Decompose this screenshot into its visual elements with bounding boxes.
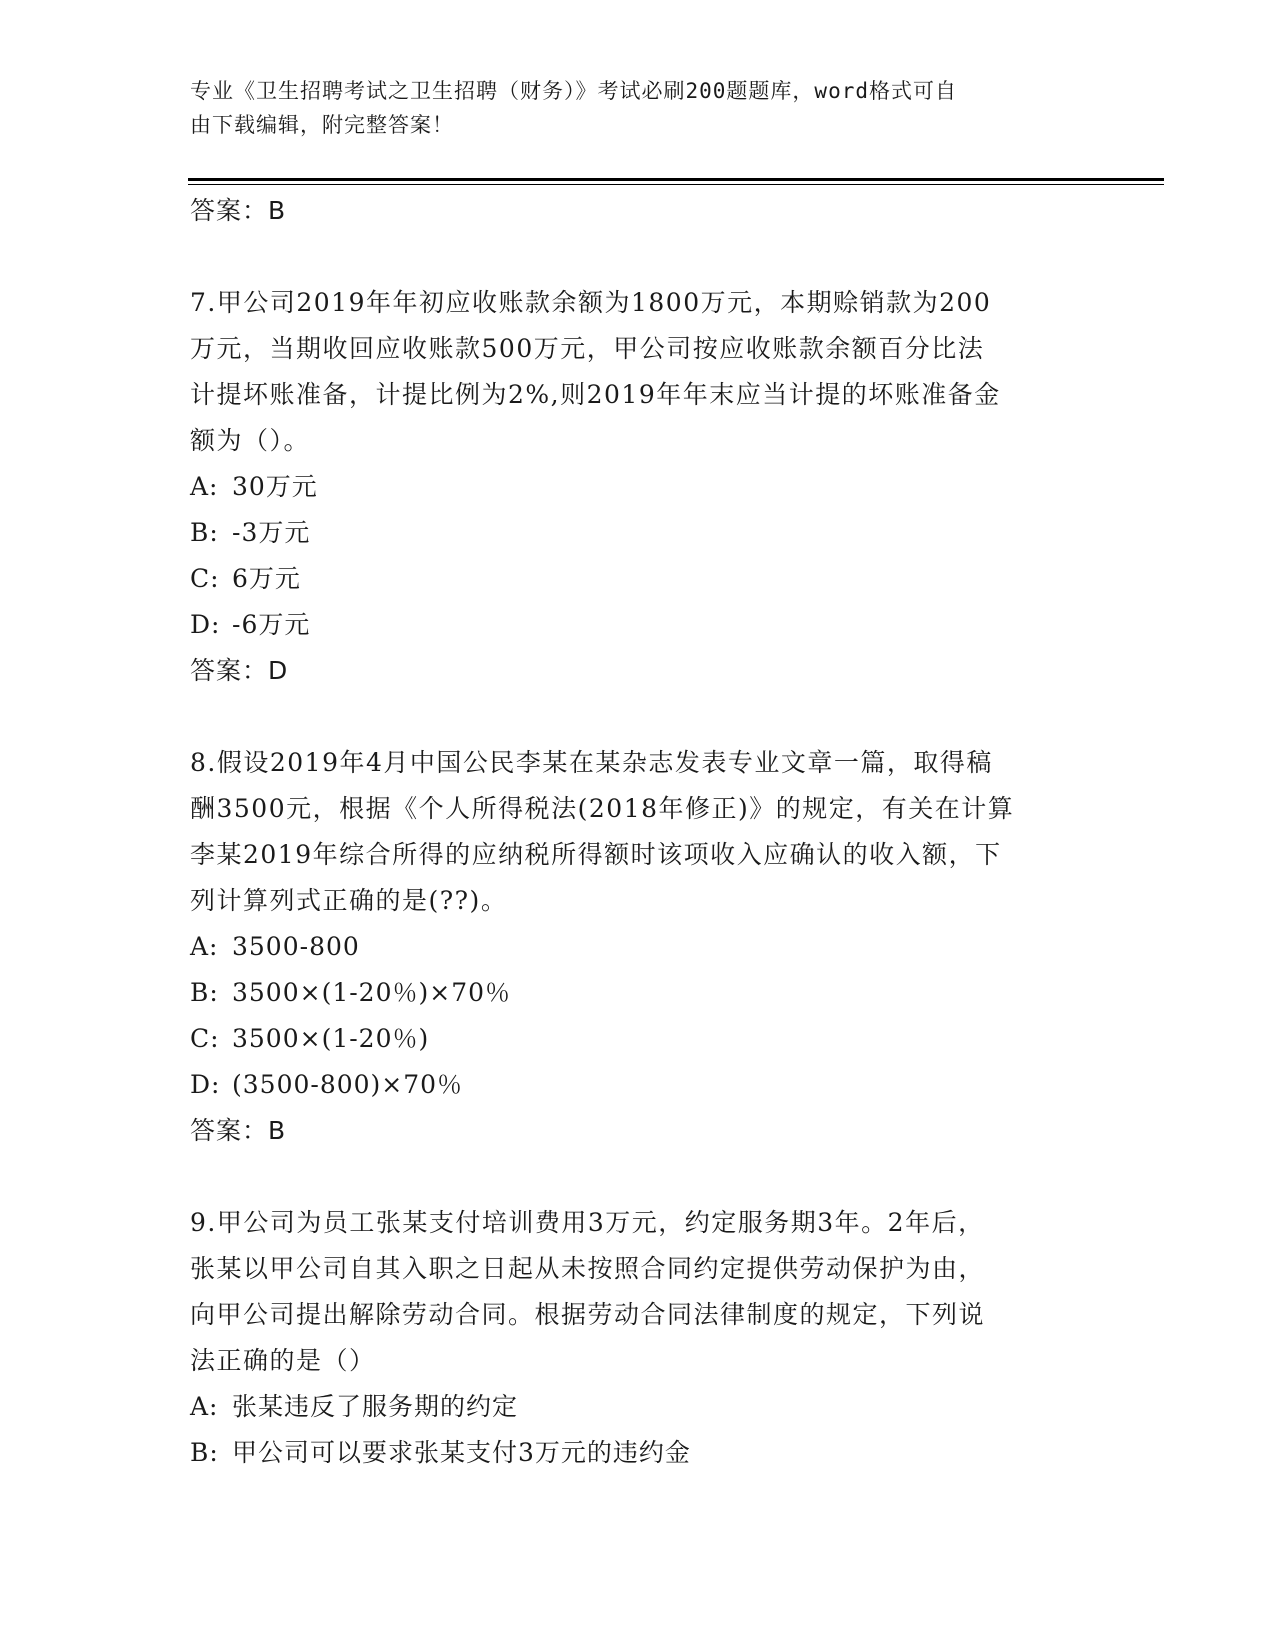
option-text: 甲公司可以要求张某支付3万元的违约金 <box>232 1438 691 1467</box>
option-text: 3500×(1-20％) <box>232 1024 430 1053</box>
question-text-line: 向甲公司提出解除劳动合同。根据劳动合同法律制度的规定，下列说 <box>190 1300 986 1329</box>
option-text: -3万元 <box>232 518 311 547</box>
option-text: 3500×(1-20％)×70％ <box>232 978 512 1007</box>
option-b <box>190 970 1090 1016</box>
header-line-2: 由下载编辑，附完整答案！ <box>190 113 454 137</box>
header-line-1: 专业《卫生招聘考试之卫生招聘（财务）》考试必刷200题题库，word格式可自 <box>190 79 957 103</box>
document-body <box>190 188 1090 1476</box>
question-text-line: 列计算列式正确的是(??)。 <box>190 886 508 915</box>
question-text-line: 酬3500元，根据《个人所得税法(2018年修正)》的规定，有关在计算 <box>190 794 1015 823</box>
spacer <box>190 694 1090 740</box>
option-text: -6万元 <box>232 610 311 639</box>
option-b <box>190 510 1090 556</box>
option-label: B: <box>190 518 219 547</box>
question-text-line: 张某以甲公司自其入职之日起从未按照合同约定提供劳动保护为由， <box>190 1254 986 1283</box>
option-label: A: <box>190 472 219 501</box>
question-block <box>190 1200 1090 1476</box>
question-text-line: 李某2019年综合所得的应纳税所得额时该项收入应确认的收入额，下 <box>190 840 1002 869</box>
option-b <box>190 1430 1090 1476</box>
header-rule-thin <box>188 184 1164 185</box>
option-label: D: <box>190 610 221 639</box>
option-text: 6万元 <box>232 564 301 593</box>
option-label: D: <box>190 1070 221 1099</box>
spacer <box>190 1154 1090 1200</box>
option-label: B: <box>190 978 219 1007</box>
answer-line: 答案：B <box>190 196 287 225</box>
option-c <box>190 556 1090 602</box>
option-text: 30万元 <box>232 472 318 501</box>
question-text-line: 7.甲公司2019年年初应收账款余额为1800万元，本期赊销款为200 <box>190 288 992 317</box>
option-c <box>190 1016 1090 1062</box>
option-text: 张某违反了服务期的约定 <box>232 1392 519 1421</box>
option-label: A: <box>190 932 219 961</box>
option-a <box>190 924 1090 970</box>
answer-line: 答案：D <box>190 656 289 685</box>
document-header <box>190 74 1090 142</box>
question-text-line: 8.假设2019年4月中国公民李某在某杂志发表专业文章一篇，取得稿 <box>190 748 993 777</box>
header-rule-thick <box>188 178 1164 181</box>
answer-line: 答案：B <box>190 1116 287 1145</box>
question-text-line: 9.甲公司为员工张某支付培训费用3万元，约定服务期3年。2年后， <box>190 1208 985 1237</box>
option-label: C: <box>190 564 220 593</box>
option-label: C: <box>190 1024 220 1053</box>
option-a <box>190 464 1090 510</box>
option-text: 3500-800 <box>232 932 360 961</box>
question-text-line: 额为（）。 <box>190 426 311 455</box>
spacer <box>190 234 1090 280</box>
option-d <box>190 602 1090 648</box>
option-label: B: <box>190 1438 219 1467</box>
question-block <box>190 740 1090 1154</box>
option-label: A: <box>190 1392 219 1421</box>
option-d <box>190 1062 1090 1108</box>
question-text-line: 法正确的是（） <box>190 1346 376 1375</box>
question-block <box>190 280 1090 694</box>
option-a <box>190 1384 1090 1430</box>
question-text-line: 计提坏账准备，计提比例为2%,则2019年年末应当计提的坏账准备金 <box>190 380 1001 409</box>
option-text: (3500-800)×70％ <box>232 1070 464 1099</box>
question-text-line: 万元，当期收回应收账款500万元，甲公司按应收账款余额百分比法 <box>190 334 985 363</box>
